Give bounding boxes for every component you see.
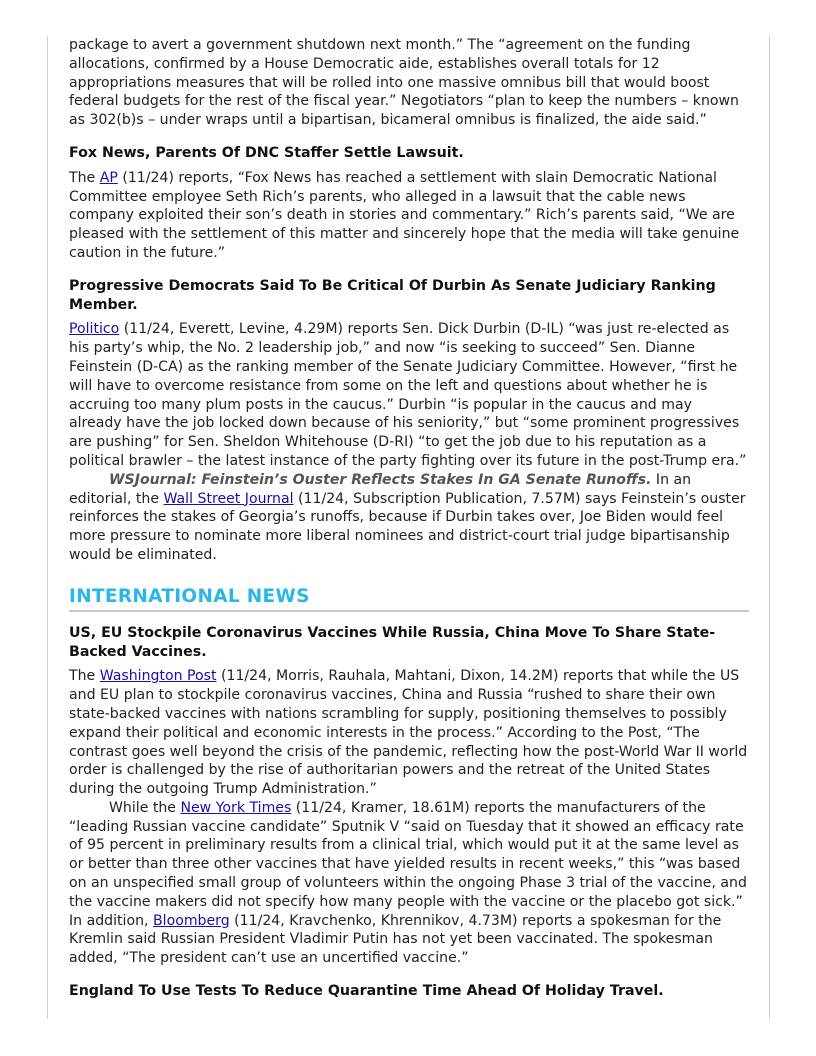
section-title-international: INTERNATIONAL NEWS [69,585,749,612]
headline-fox-settlement: Fox News, Parents Of DNC Staffer Settle Lawsuit. [69,144,464,161]
story-continuation: package to avert a government shutdown next month.” The “agreement on the funding allocations, confirmed by a House Democratic aide, establishes overall totals for 12 appropriations measures that will be rolled into one massive omnibus bill that would boost federal budgets for the rest of the fiscal year.” Negotiators “plan to keep the numbers – known as 302(b)s – under wraps until a bipartisan, bicameral omnibus is finalized, the aide said.” [69,37,739,129]
source-link-wsj[interactable]: Wall Street Journal [163,490,294,507]
source-link-politico[interactable]: Politico [69,321,120,338]
headline-england-tests: England To Use Tests To Reduce Quarantine Time Ahead Of Holiday Travel. [69,983,664,1000]
page-frame [47,36,770,1019]
source-link-nytimes[interactable]: New York Times [180,799,292,816]
durbin-story-body: Politico (11/24, Everett, Levine, 4.29M) reports Sen. Dick Durbin (D-IL) “was just re-elected as his party’s whip, the No. 2 leadership job,” and now “is seeking to succeed” Sen. Dianne Feinstein (D-CA) as the ranking member of the Senate Judiciary Committee. However, “first he will have to overcome resistance from some on the left and questions about whether he is accruing too many plum posts in the caucus.” Durbin “is popular in the caucus and may already have the job locked down because of his seniority,” but “some prominent progressives are pushing” for Sen. Sheldon Whitehouse (D-RI) “to get the job due to his reputation as a political brawler – the latest instance of the party fighting over its future in the post-Trump era.” [69,321,747,469]
wsj-editorial-paragraph: WSJournal: Feinstein’s Ouster Reflects Stakes In GA Senate Runoffs. In an editorial, the Wall Street Journal (11/24, Subscription Publication, 7.57M) says Feinstein’s ouster reinforces the stakes of Georgia’s runoffs, because if Durbin takes over, Joe Biden would feel more pressure to nominate more liberal nominees and district-court trial judge bipartisanship would be eliminated. [69,471,746,563]
vaccines-story-body: The Washington Post (11/24, Morris, Rauhala, Mahtani, Dixon, 14.2M) reports that while the US and EU plan to stockpile coronavirus vaccines, China and Russia “rushed to share their own state-backed vaccines with nations scrambling for supply, positioning themselves to possibly expand their political and economic interests in the process.” According to the Post, “The contrast goes well beyond the crisis of the pandemic, reflecting how the post-World War II world order is challenged by the rise of authoritarian powers and the retreat of the United States during the outgoing Trump Administration.” [69,668,748,798]
fox-story-body: The AP (11/24) reports, “Fox News has reached a settlement with slain Democratic National Committee employee Seth Rich’s parents, who alleged in a lawsuit that the cable news company exploited their son’s death in stories and commentary.” Rich’s parents said, “We are pleased with the settlement of this matter and sincerely hope that the media will take genuine caution in the future.” [69,169,740,261]
wsj-subheadline: WSJournal: Feinstein’s Ouster Reflects Stakes In GA Senate Runoffs. [109,471,652,488]
newsletter-content [69,36,749,1007]
source-link-bloomberg[interactable]: Bloomberg [152,912,230,929]
headline-durbin: Progressive Democrats Said To Be Critical Of Durbin As Senate Judiciary Ranking Member. [69,277,716,313]
vaccines-story-paragraph-2: While the New York Times (11/24, Kramer, 18.61M) reports the manufacturers of the “leading Russian vaccine candidate” Sputnik V “said on Tuesday that it showed an efficacy rate of 95 percent in preliminary results from a clinical trial, which would put it at the same level as or better than three other vaccines that have yielded results in recent weeks,” this “was based on an unspecified small group of volunteers within the ongoing Phase 3 trial of the vaccine, and the vaccine makers did not specify how many people with the vaccine or the placebo got sick.” In addition, Bloomberg (11/24, Kravchenko, Khrennikov, 4.73M) reports a spokesman for the Kremlin said Russian President Vladimir Putin has not yet been vaccinated. The spokesman added, “The president can’t use an uncertified vaccine.” [69,799,747,967]
headline-vaccines: US, EU Stockpile Coronavirus Vaccines While Russia, China Move To Share State-Backed Vaccines. [69,624,716,660]
source-link-washington-post[interactable]: Washington Post [99,668,217,685]
source-link-ap[interactable]: AP [99,169,118,186]
